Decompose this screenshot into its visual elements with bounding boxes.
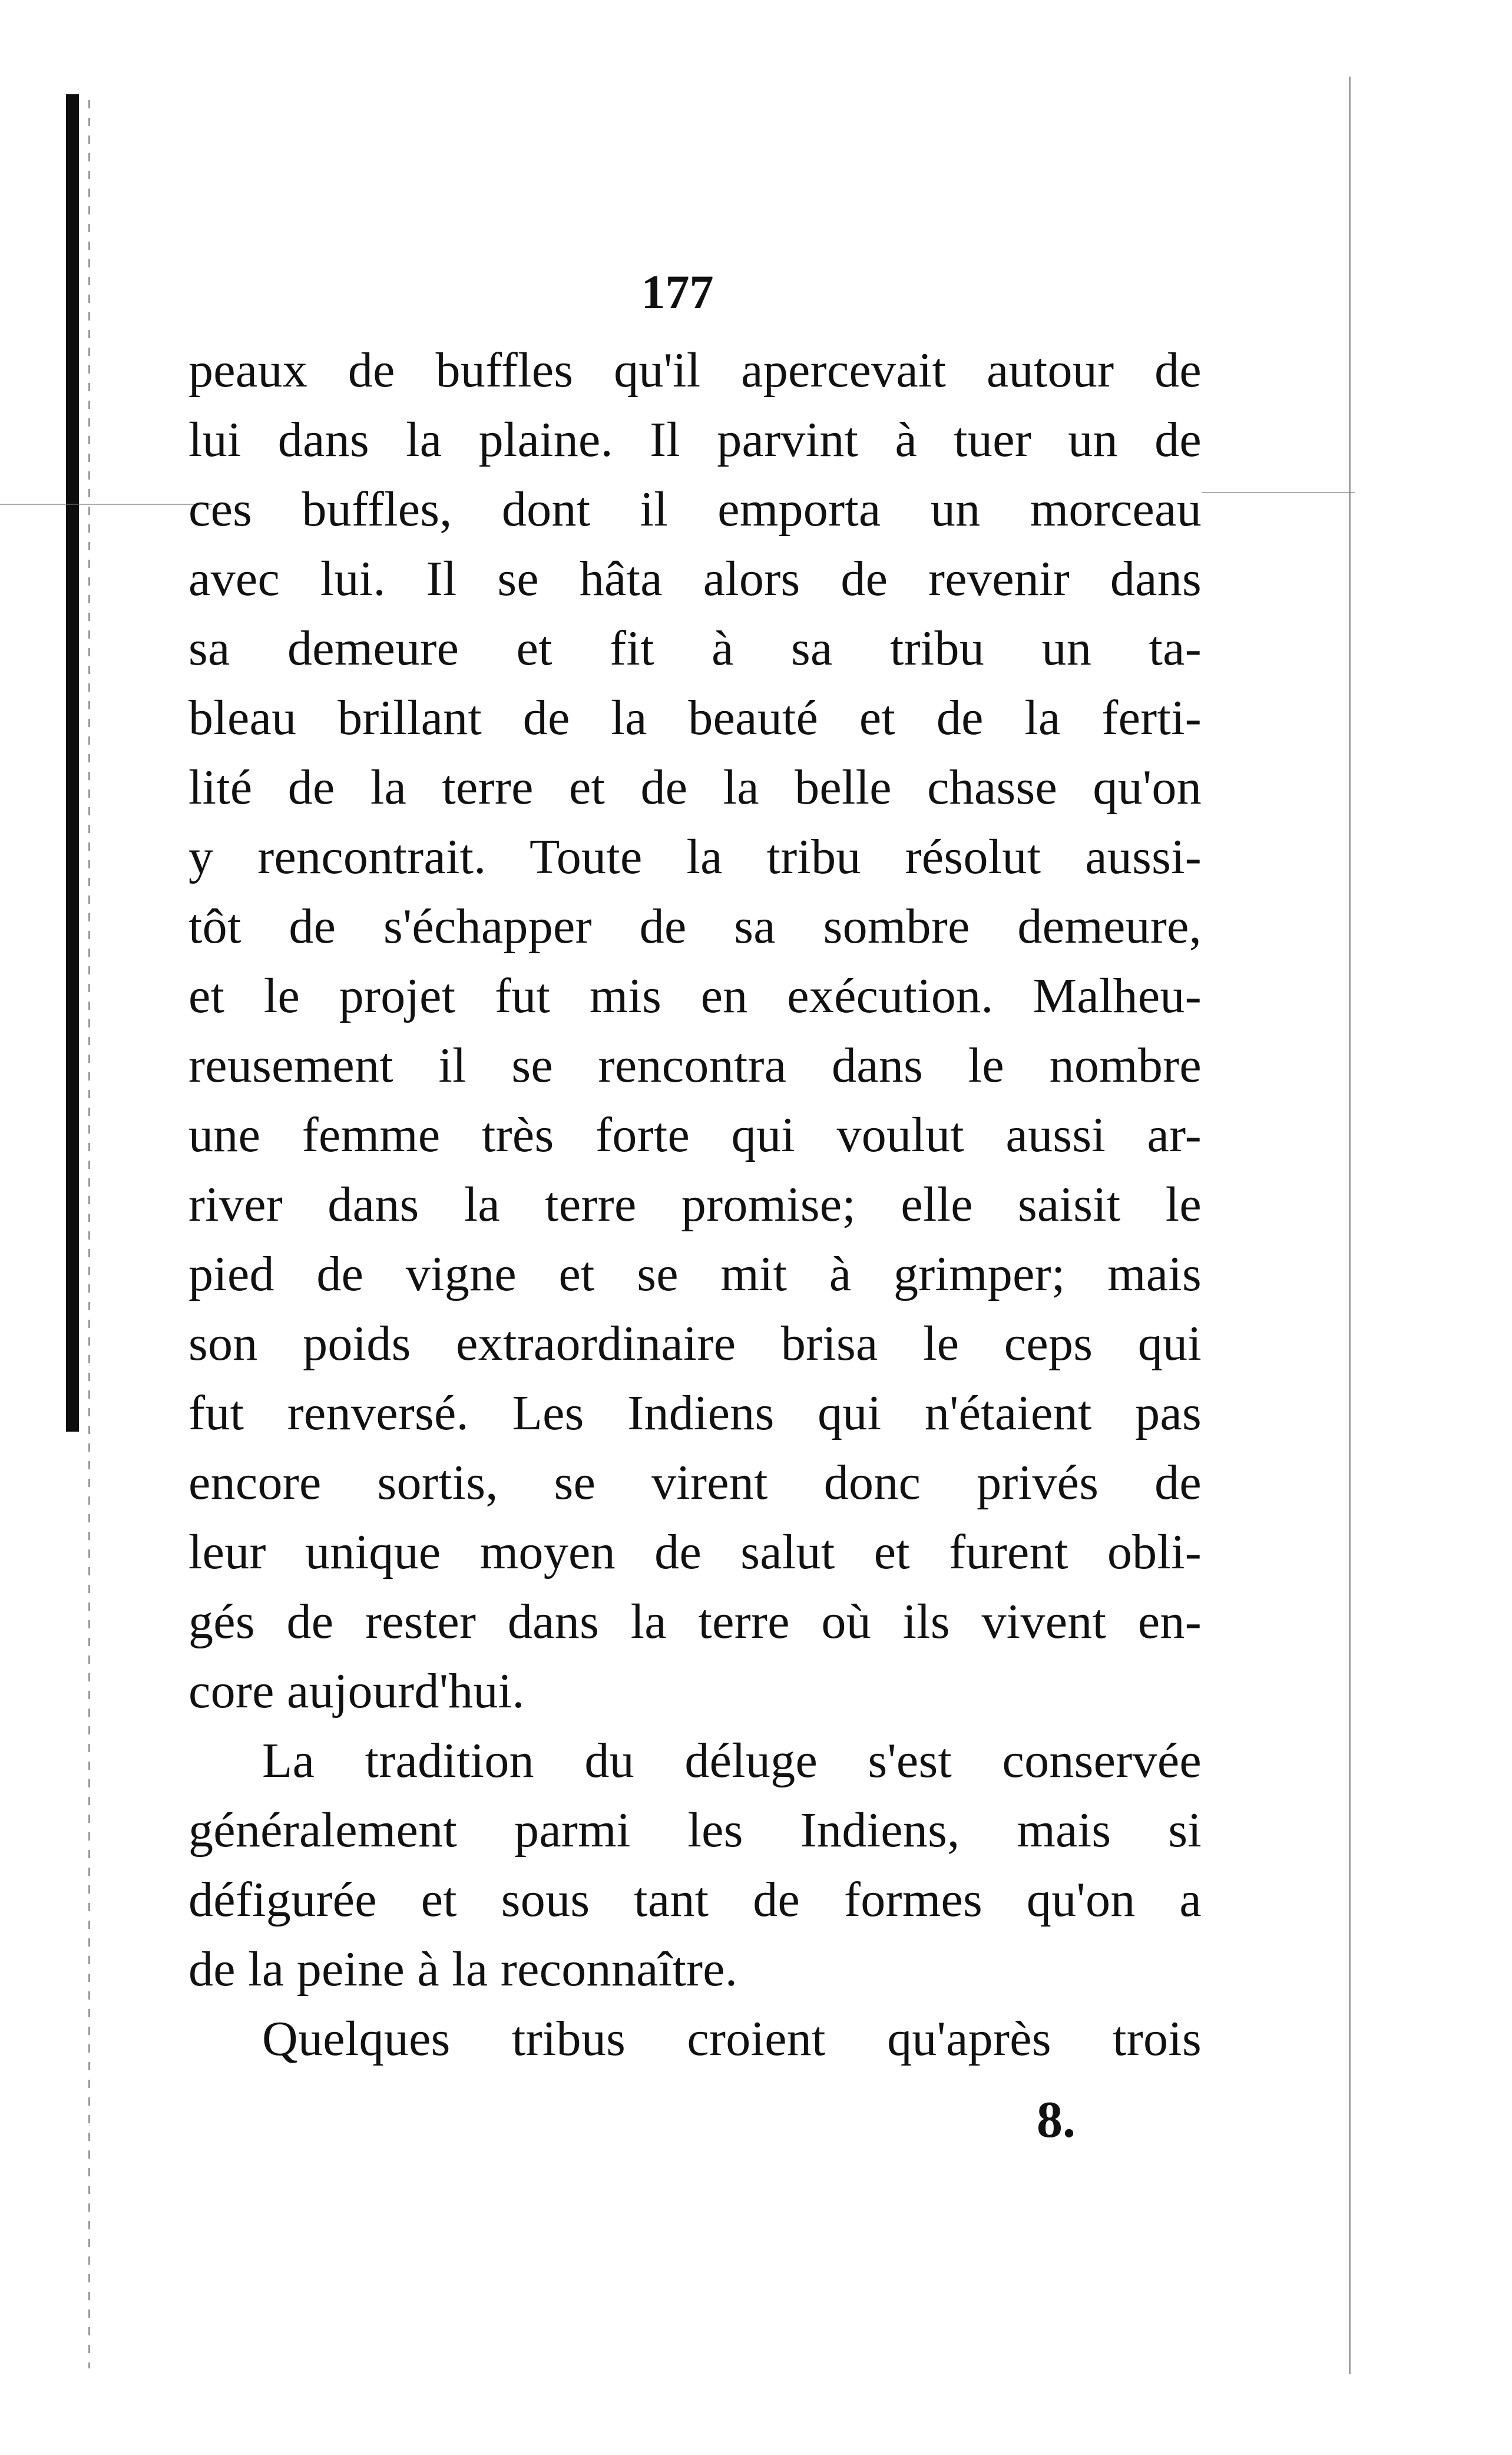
text-line: défigurée et sous tant de formes qu'on a: [188, 1872, 1202, 1927]
text-line: sa demeure et fit à sa tribu un ta-: [188, 621, 1202, 676]
binding-shadow: [88, 100, 90, 2368]
text-line: river dans la terre promise; elle saisit le: [188, 1177, 1202, 1232]
signature-mark: 8.: [1037, 2091, 1076, 2149]
text-line: bleau brillant de la beauté et de la ferti-: [188, 690, 1202, 745]
text-line: généralement parmi les Indiens, mais si: [188, 1803, 1202, 1858]
text-line: tôt de s'échapper de sa sombre demeure,: [188, 899, 1202, 954]
binding-edge: [66, 94, 79, 1432]
text-line: core aujourd'hui.: [188, 1664, 525, 1719]
page-number: 177: [641, 265, 714, 319]
text-line-paragraph-start: Quelques tribus croient qu'après trois: [262, 2011, 1202, 2066]
text-line: une femme très forte qui voulut aussi ar-: [188, 1108, 1202, 1162]
text-line: son poids extraordinaire brisa le ceps qui: [188, 1316, 1202, 1371]
text-line-paragraph-start: La tradition du déluge s'est conservée: [262, 1733, 1202, 1788]
text-line: encore sortis, se virent donc privés de: [188, 1455, 1202, 1510]
text-line: reusement il se rencontra dans le nombre: [188, 1038, 1202, 1093]
text-line: lui dans la plaine. Il parvint à tuer un de: [188, 412, 1202, 467]
body-text: [188, 336, 1202, 2074]
text-line: leur unique moyen de salut et furent obli-: [188, 1525, 1202, 1580]
scan-line-left: [0, 504, 212, 505]
text-line: gés de rester dans la terre où ils vivent en-: [188, 1594, 1202, 1649]
text-line: avec lui. Il se hâta alors de revenir dans: [188, 551, 1202, 606]
text-line: pied de vigne et se mit à grimper; mais: [188, 1247, 1202, 1301]
text-line: fut renversé. Les Indiens qui n'étaient pas: [188, 1386, 1202, 1440]
text-line: peaux de buffles qu'il apercevait autour de: [188, 343, 1202, 398]
text-line: ces buffles, dont il emporta un morceau: [188, 482, 1202, 537]
scan-line-right: [1202, 492, 1355, 493]
text-line: lité de la terre et de la belle chasse qu'on: [188, 760, 1202, 815]
text-line: et le projet fut mis en exécution. Malheu-: [188, 969, 1202, 1023]
text-line: y rencontrait. Toute la tribu résolut aussi-: [188, 830, 1202, 884]
text-line: de la peine à la reconnaître.: [188, 1942, 738, 1997]
page-edge-rule: [1349, 77, 1351, 2374]
